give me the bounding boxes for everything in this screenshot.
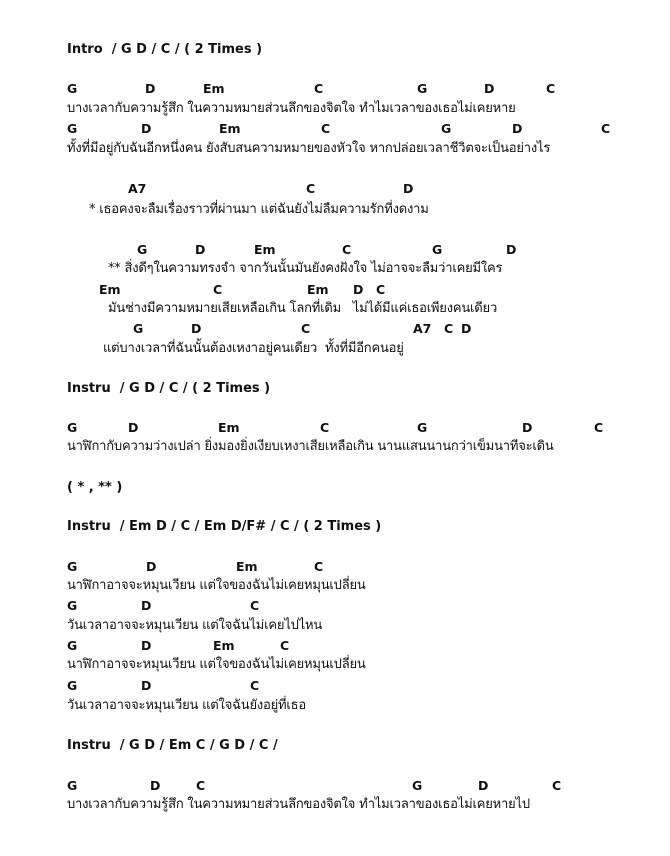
chord-label: G [67, 81, 78, 96]
chord-label: Em [99, 282, 121, 297]
chord-label: G [432, 242, 443, 257]
chord-label: G [133, 321, 144, 336]
lyric-line: นาฬิกาอาจจะหมุนเวียน แต่ใจของฉันไม่เคยหมุนเปลี่ยน [67, 657, 366, 672]
chord-label: C [301, 321, 311, 336]
chord-label: Em [254, 242, 276, 257]
chord-label: C [306, 181, 316, 196]
chord-label: G [417, 420, 428, 435]
chord-label: C [594, 420, 604, 435]
chord-label: D [145, 81, 156, 96]
chord-label: C [321, 121, 331, 136]
chord-label: C [444, 321, 454, 336]
chord-label: G [67, 778, 78, 793]
chord-label: D [484, 81, 495, 96]
chord-label: C [314, 81, 324, 96]
lyric-line: บางเวลากับความรู้สึก ในความหมายส่วนลึกของจิตใจ ทำไมเวลาของเธอไม่เคยหายไป [67, 797, 530, 812]
chord-label: D [141, 598, 152, 613]
chord-label: D [141, 638, 152, 653]
lyric-line: บางเวลากับความรู้สึก ในความหมายส่วนลึกของจิตใจ ทำไมเวลาของเธอไม่เคยหาย [67, 101, 516, 116]
chord-label: G [67, 559, 78, 574]
chord-label: C [250, 678, 260, 693]
chord-label: A7 [128, 181, 147, 196]
chord-label: G [137, 242, 148, 257]
chord-label: D [461, 321, 472, 336]
lyric-line: นาฬิกากับความว่างเปล่า ยิ่งมองยิ่งเงียบเหงาเสียเหลือเกิน นานแสนนานกว่าเข็มนาทีจะเดิน [67, 439, 554, 454]
lyric-line: มันช่างมีความหมายเสียเหลือเกิน โลกที่เดิม ไม่ได้มีแค่เธอเพียงคนเดียว [108, 301, 498, 316]
instru-heading: Instru / Em D / C / Em D/F# / C / ( 2 Times ) [67, 519, 382, 534]
chord-label: Em [307, 282, 329, 297]
chord-label: Em [218, 420, 240, 435]
chord-label: D [150, 778, 161, 793]
chord-label: D [403, 181, 414, 196]
chord-label: D [478, 778, 489, 793]
lyric-line: วันเวลาอาจจะหมุนเวียน แต่ใจฉันยังอยู่ที่เธอ [67, 698, 306, 713]
chord-label: D [141, 121, 152, 136]
chord-label: Em [213, 638, 235, 653]
chord-label: D [141, 678, 152, 693]
instru-heading: Instru / G D / C / ( 2 Times ) [67, 381, 271, 396]
chord-label: D [146, 559, 157, 574]
chord-label: D [191, 321, 202, 336]
lyric-line: วันเวลาอาจจะหมุนเวียน แต่ใจฉันไม่เคยไปไหน [67, 618, 323, 633]
chord-label: G [412, 778, 423, 793]
chord-label: Em [219, 121, 241, 136]
chord-label: C [314, 559, 324, 574]
chord-label: C [601, 121, 611, 136]
instru-heading: Instru / G D / Em C / G D / C / [67, 738, 278, 753]
lyric-line: ทั้งที่มีอยู่กับฉันอีกหนึ่งคน ยังสับสนความหมายของหัวใจ หากปล่อยเวลาชีวิตจะเป็นอย่างไร [67, 141, 551, 156]
chord-label: D [506, 242, 517, 257]
chord-label: C [376, 282, 386, 297]
lyric-line: ** สิ่งดีๆในความทรงจำ จากวันนั้นมันยังคงฝังใจ ไม่อาจจะลืมว่าเคยมีใคร [108, 261, 503, 276]
chord-label: C [213, 282, 223, 297]
lyric-line: * เธอคงจะลืมเรื่องราวที่ผ่านมา แต่ฉันยังไม่ลืมความรักที่งดงาม [89, 202, 429, 217]
chord-label: C [196, 778, 206, 793]
chord-label: Em [236, 559, 258, 574]
chord-label: G [441, 121, 452, 136]
intro-heading: Intro / G D / C / ( 2 Times ) [67, 42, 263, 57]
chord-label: D [128, 420, 139, 435]
chord-label: D [353, 282, 364, 297]
chord-label: D [512, 121, 523, 136]
repeat-marker: ( * , ** ) [67, 480, 123, 495]
chord-label: G [417, 81, 428, 96]
chord-label: D [522, 420, 533, 435]
chord-label: G [67, 598, 78, 613]
chord-label: A7 [413, 321, 432, 336]
chord-label: C [546, 81, 556, 96]
chord-label: G [67, 678, 78, 693]
chord-label: Em [203, 81, 225, 96]
chord-label: D [195, 242, 206, 257]
chord-label: C [552, 778, 562, 793]
chord-label: C [280, 638, 290, 653]
chord-label: G [67, 638, 78, 653]
chord-label: C [342, 242, 352, 257]
chord-label: C [320, 420, 330, 435]
chord-label: G [67, 420, 78, 435]
chord-label: G [67, 121, 78, 136]
lyric-line: แต่บางเวลาที่ฉันนั้นต้องเหงาอยู่คนเดียว ทั้งที่มีอีกคนอยู่ [103, 341, 404, 356]
chord-label: C [250, 598, 260, 613]
lyric-line: นาฬิกาอาจจะหมุนเวียน แต่ใจของฉันไม่เคยหมุนเปลี่ยน [67, 578, 366, 593]
